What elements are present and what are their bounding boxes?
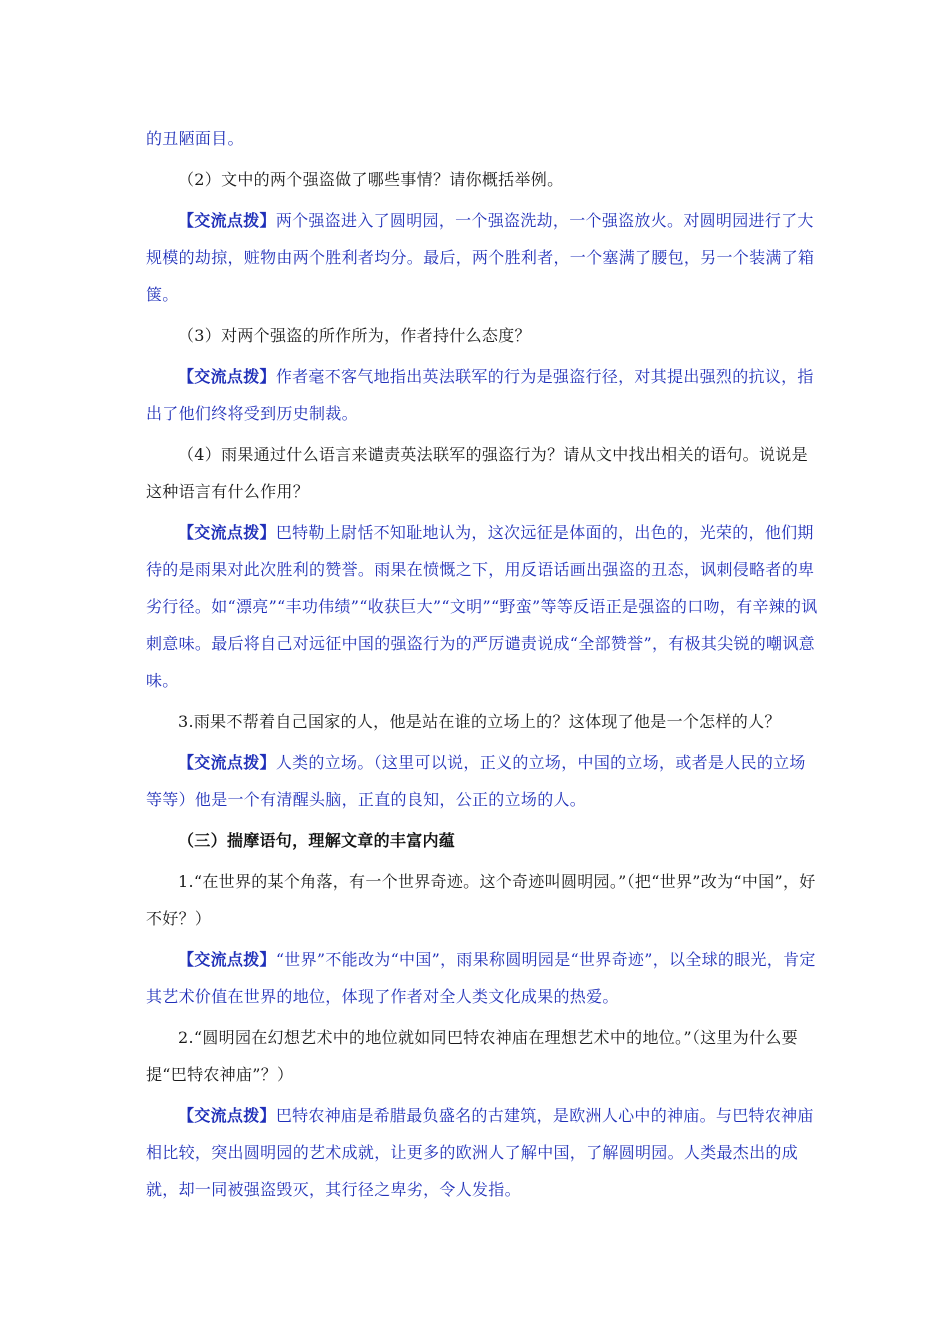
question-section-3 [146,703,818,740]
answer-tag: 【交流点拨】 [178,211,276,230]
answer-4 [146,514,818,699]
answer-tag: 【交流点拨】 [178,753,276,772]
answer-sentence-1 [146,941,818,1015]
question-sentence-2 [146,1019,818,1093]
answer-text: 的丑陋面目。 [146,129,244,148]
answer-text: 作者毫不客气地指出英法联军的行为是强盗行径，对其提出强烈的抗议，指出了他们终将受到历史制裁。 [146,367,814,423]
answer-sentence-2 [146,1097,818,1208]
answer-tag: 【交流点拨】 [178,1106,276,1125]
answer-text: 两个强盗进入了圆明园，一个强盗洗劫，一个强盗放火。对圆明园进行了大规模的劫掠，赃物由两个胜利者均分。最后，两个胜利者，一个塞满了腰包，另一个装满了箱箧。 [146,211,815,304]
question-sentence-1 [146,863,818,937]
question-text: 3.雨果不帮着自己国家的人，他是站在谁的立场上的？这体现了他是一个怎样的人？ [178,712,781,731]
answer-continuation [146,120,818,157]
answer-tag: 【交流点拨】 [178,523,276,542]
question-text: （2）文中的两个强盗做了哪些事情？请你概括举例。 [178,170,564,189]
answer-section-3 [146,744,818,818]
answer-3 [146,358,818,432]
question-text: （3）对两个强盗的所作所为，作者持什么态度？ [178,326,531,345]
answer-text: 巴特农神庙是希腊最负盛名的古建筑，是欧洲人心中的神庙。与巴特农神庙相比较，突出圆明园的艺术成就，让更多的欧洲人了解中国，了解圆明园。人类最杰出的成就，却一同被强盗毁灭，其行径之卑劣，令人发指。 [146,1106,814,1199]
answer-tag: 【交流点拨】 [178,367,276,386]
document-body [146,120,818,1212]
answer-text: 巴特勒上尉恬不知耻地认为，这次远征是体面的，出色的，光荣的，他们期待的是雨果对此次胜利的赞誉。雨果在愤慨之下，用反语话画出强盗的丑态，讽刺侵略者的卑劣行径。如“漂亮”“丰功伟绩”“收获巨大”“文明”“野蛮”等等反语正是强盗的口吻，有辛辣的讽刺意味。最后将自己对远征中国的强盗行为的严厉谴责说成“全部赞誉”，有极其尖锐的嘲讽意味。 [146,523,818,690]
question-3 [146,317,818,354]
question-text: 2.“圆明园在幻想艺术中的地位就如同巴特农神庙在理想艺术中的地位。”（这里为什么要提“巴特农神庙”？） [146,1028,798,1084]
answer-text: “世界”不能改为“中国”，雨果称圆明园是“世界奇迹”，以全球的眼光，肯定其艺术价值在世界的地位，体现了作者对全人类文化成果的热爱。 [146,950,816,1006]
question-4 [146,436,818,510]
section-heading [146,822,818,859]
answer-text: 人类的立场。（这里可以说，正义的立场，中国的立场，或者是人民的立场等等）他是一个有清醒头脑，正直的良知，公正的立场的人。 [146,753,806,809]
question-2 [146,161,818,198]
question-text: 1.“在世界的某个角落，有一个世界奇迹。这个奇迹叫圆明园。”（把“世界”改为“中国”，好不好？） [146,872,816,928]
answer-2 [146,202,818,313]
question-text: （4）雨果通过什么语言来谴责英法联军的强盗行为？请从文中找出相关的语句。说说是这种语言有什么作用？ [146,445,808,501]
answer-tag: 【交流点拨】 [178,950,276,969]
heading-text: （三）揣摩语句，理解文章的丰富内蕴 [178,831,456,850]
